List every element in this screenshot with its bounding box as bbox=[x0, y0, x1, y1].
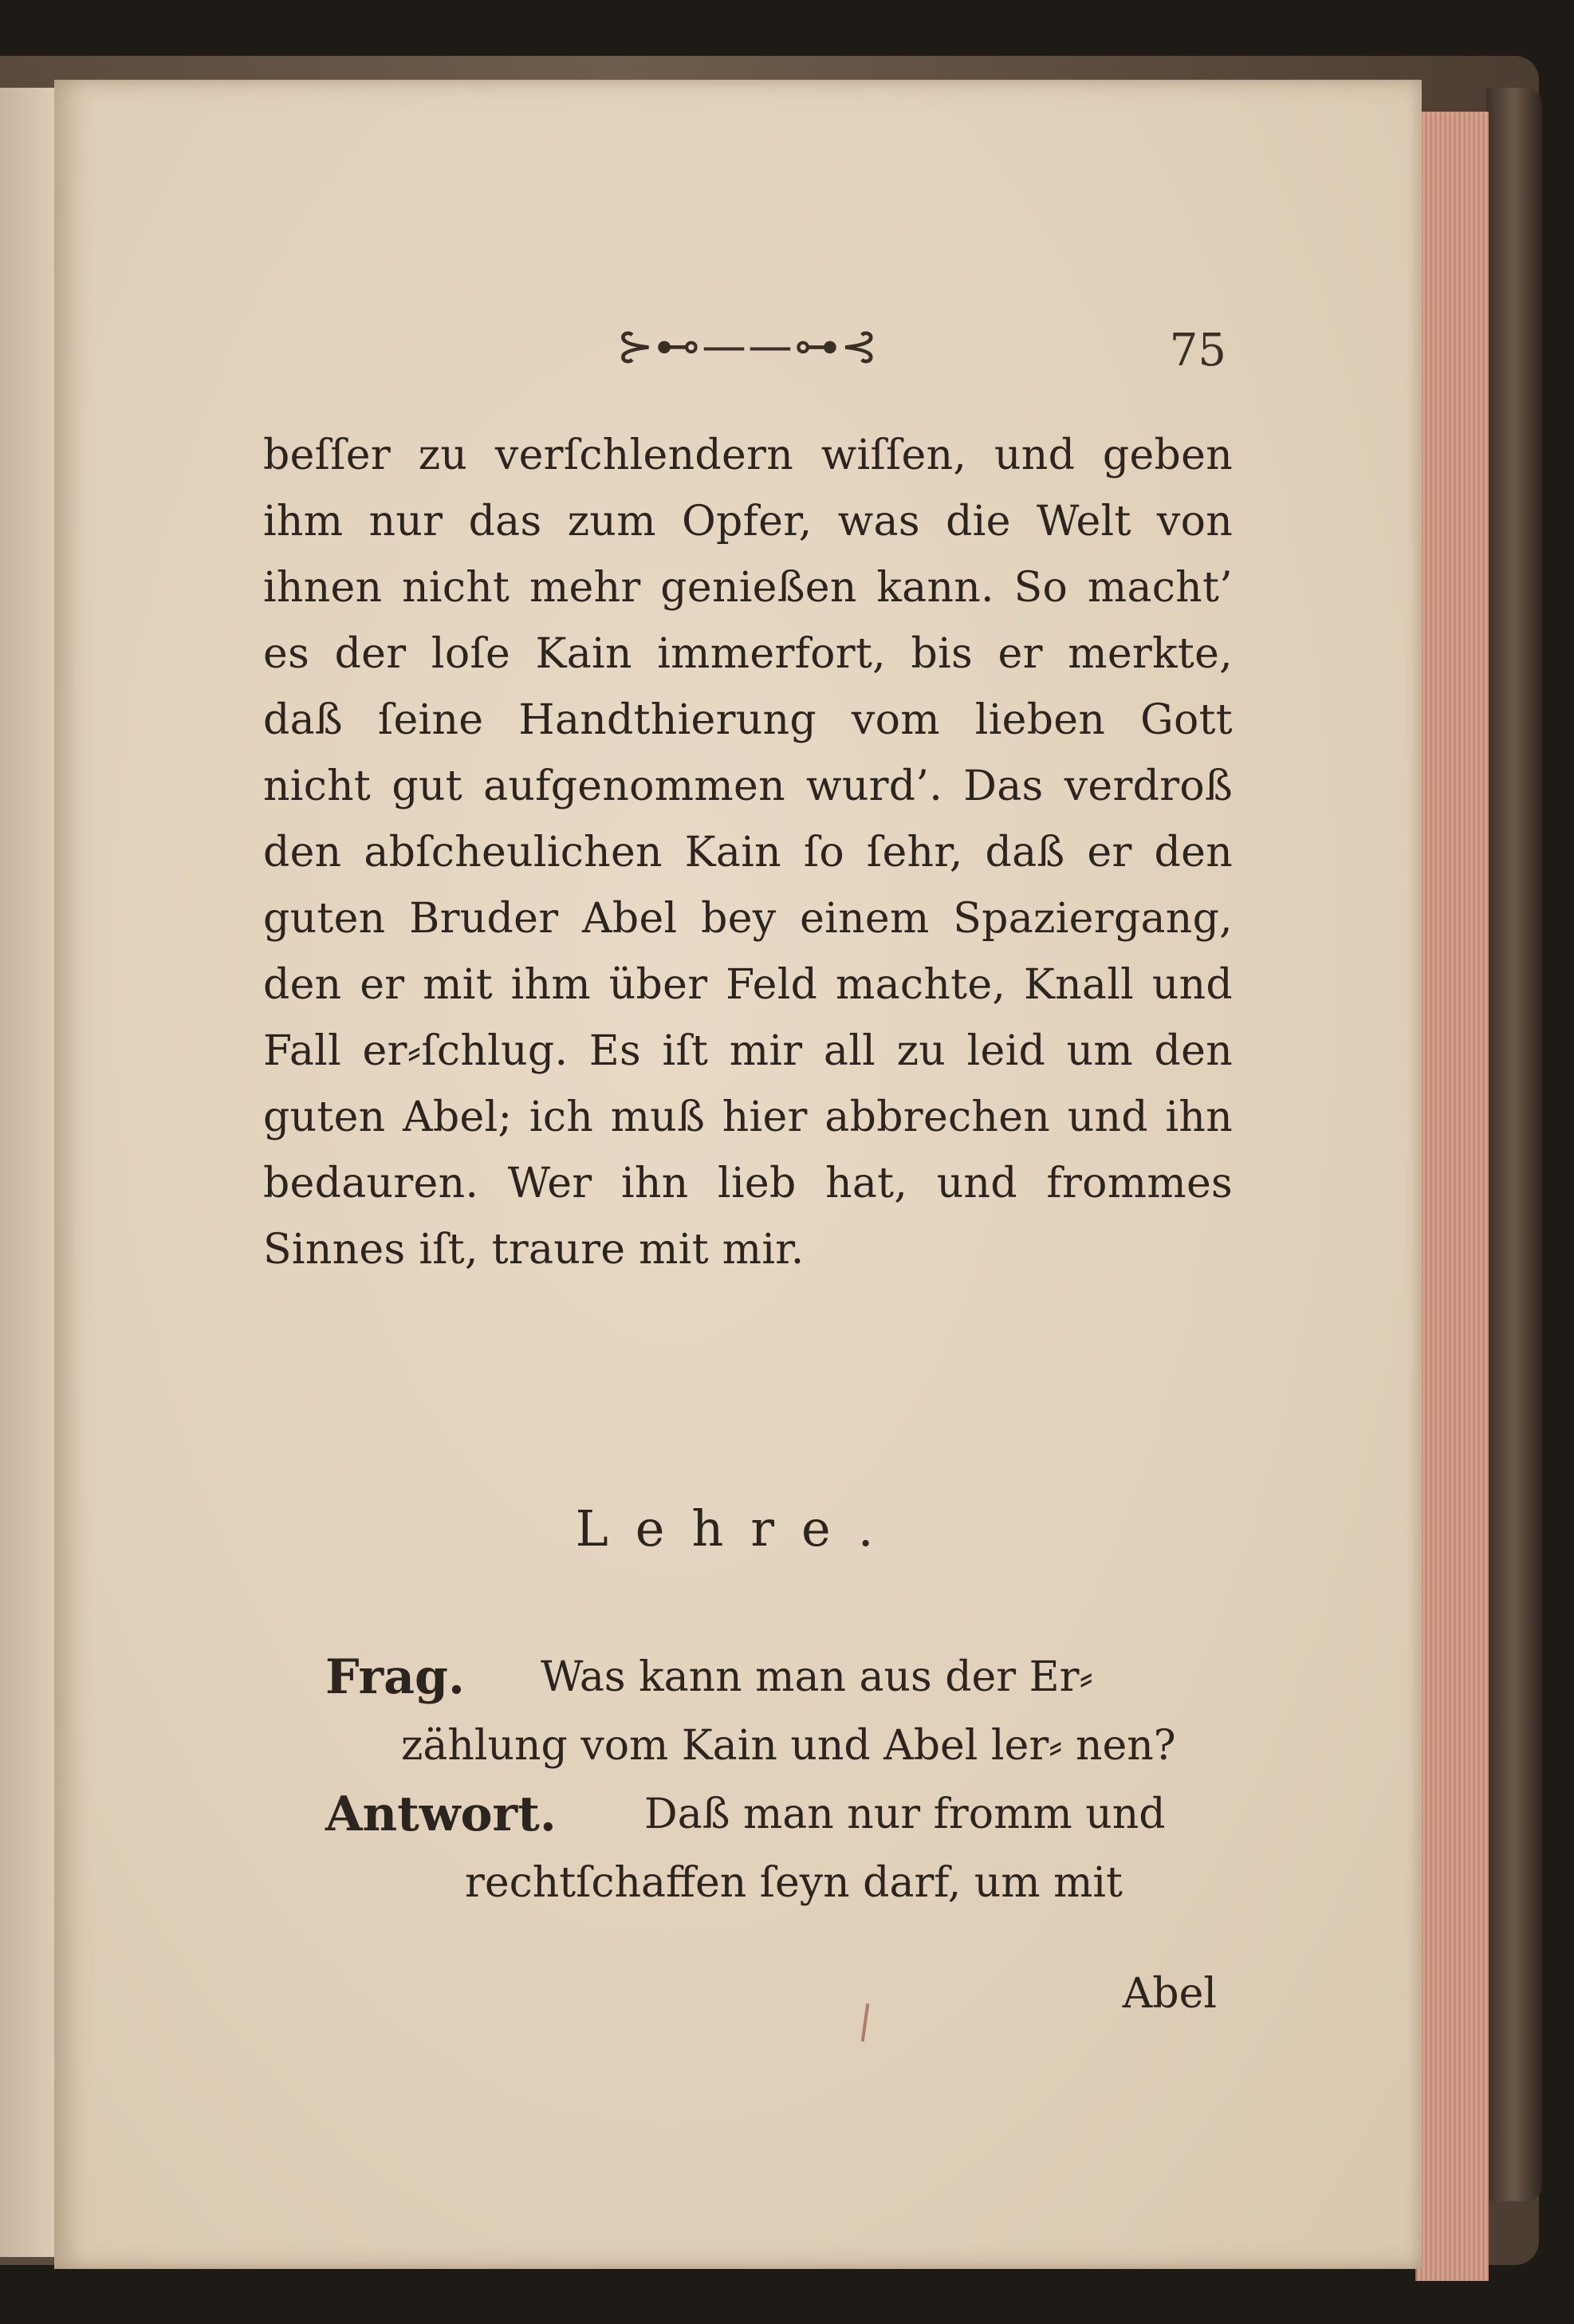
answer bbox=[325, 1780, 1238, 1917]
page-header bbox=[54, 319, 1422, 383]
question-text-continued: zählung vom Kain und Abel ler⸗ nen? bbox=[401, 1722, 1176, 1770]
page-number: 75 bbox=[1169, 325, 1226, 376]
facing-page-edge bbox=[0, 88, 57, 2257]
answer-label: Antwort. bbox=[325, 1786, 557, 1842]
question bbox=[325, 1643, 1238, 1780]
pencil-mark bbox=[861, 2003, 870, 2042]
cover-edge bbox=[1486, 88, 1542, 2201]
catchword: Abel bbox=[1122, 1970, 1217, 2018]
body-paragraph: beſſer zu verſchlendern wiſſen, und geben ihm nur das zum Opfer, was die Welt von ihnen nicht mehr genießen kann. So macht’ es der loſe Kain immerfort, bis er merkte, daß ſeine Handthierung vom lieben Gott nicht gut aufgenommen wurd’. Das verdroß den abſcheulichen Kain ſo ſehr, daß er den guten Bruder Abel bey einem Spaziergang, den er mit ihm über Feld machte, Knall und Fall er⸗ſchlug. Es iſt mir all zu leid um den guten Abel; ich muß hier abbrechen und ihn bedauren. Wer ihn lieb hat, und frommes Sinnes iſt, traure mit mir. bbox=[263, 431, 1233, 1274]
answer-text: Daß man nur fromm und bbox=[644, 1790, 1166, 1838]
question-answer bbox=[325, 1643, 1238, 1917]
section-heading: Lehre. bbox=[575, 1499, 901, 1558]
page-block-edges bbox=[1415, 112, 1489, 2281]
question-text: Was kann man aus der Er⸗ bbox=[541, 1653, 1093, 1701]
answer-text-continued: rechtſchaffen ſeyn darf, um mit bbox=[465, 1859, 1123, 1907]
book-page bbox=[54, 80, 1422, 2269]
header-ornament: ⊱⊷——⊶⊰ bbox=[616, 321, 879, 372]
question-label: Frag. bbox=[325, 1649, 465, 1705]
